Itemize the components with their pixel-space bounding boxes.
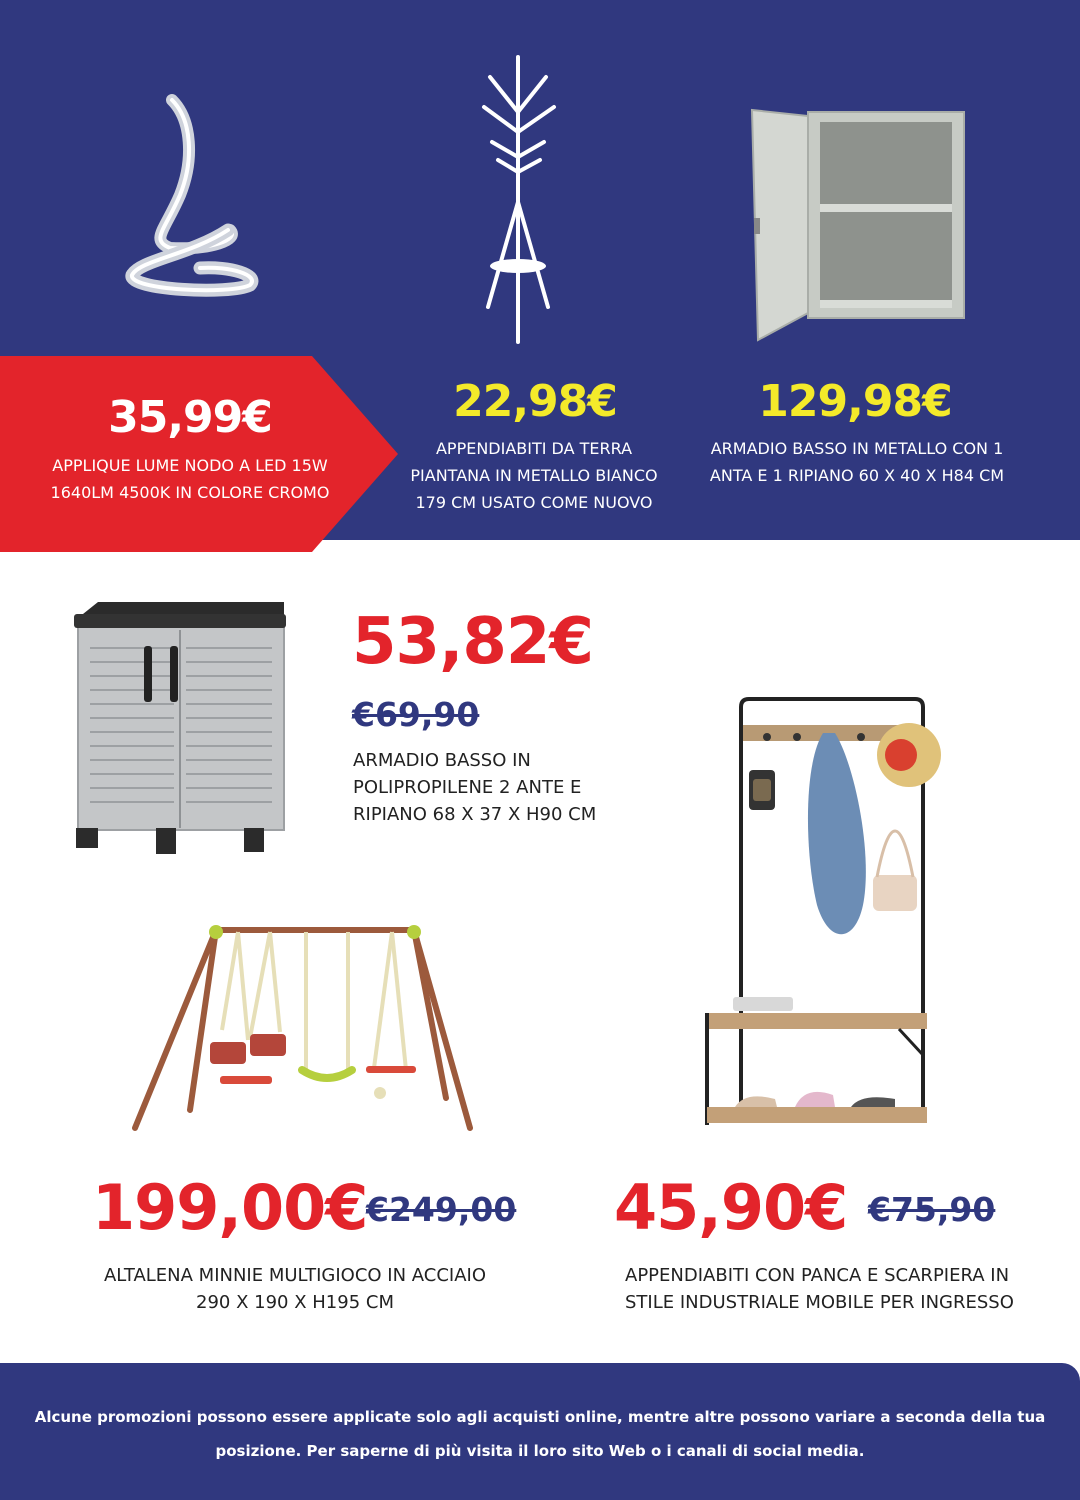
plastic-cabinet-price: 53,82€ <box>352 605 593 679</box>
bench-description: APPENDIABITI CON PANCA E SCARPIERA IN STILE INDUSTRIALE MOBILE PER INGRESSO <box>625 1265 1014 1313</box>
footer-disclaimer: Alcune promozioni possono essere applicate solo agli acquisti online, mentre altre possono variare a seconda della tua posizione. Per saperne di più visita il loro sito Web o i canali di social media. <box>34 1408 1046 1460</box>
applique-price: 35,99€ <box>108 392 272 443</box>
metal-cabinet-icon <box>748 108 968 343</box>
plastic-cabinet-old-price: €69,90 <box>352 695 480 734</box>
swing-old-price: €249,00 <box>366 1190 517 1229</box>
swing-set-icon <box>130 920 480 1135</box>
applique-description: APPLIQUE LUME NODO A LED 15W 1640LM 4500K IN COLORE CROMO <box>50 456 330 502</box>
plastic-cabinet-icon <box>74 600 289 855</box>
metal-cabinet-description: ARMADIO BASSO IN METALLO CON 1 ANTA E 1 RIPIANO 60 X 40 X H84 CM <box>709 439 1005 485</box>
bench-old-price: €75,90 <box>868 1190 996 1229</box>
plastic-cabinet-description: ARMADIO BASSO IN POLIPROPILENE 2 ANTE E RIPIANO 68 X 37 X H90 CM <box>353 750 597 825</box>
coat-stand-description: APPENDIABITI DA TERRA PIANTANA IN METALLO BIANCO 179 CM USATO COME NUOVO <box>410 439 658 512</box>
coat-stand-icon <box>470 52 570 347</box>
swing-description: ALTALENA MINNIE MULTIGIOCO IN ACCIAIO 290 X 190 X H195 CM <box>103 1265 487 1313</box>
hall-tree-bench-icon <box>705 695 950 1155</box>
bench-price: 45,90€ <box>614 1171 848 1244</box>
coat-stand-price: 22,98€ <box>453 376 617 427</box>
swing-price: 199,00€ <box>92 1171 368 1244</box>
metal-cabinet-price: 129,98€ <box>758 376 952 427</box>
led-spiral-lamp-icon <box>110 90 270 310</box>
